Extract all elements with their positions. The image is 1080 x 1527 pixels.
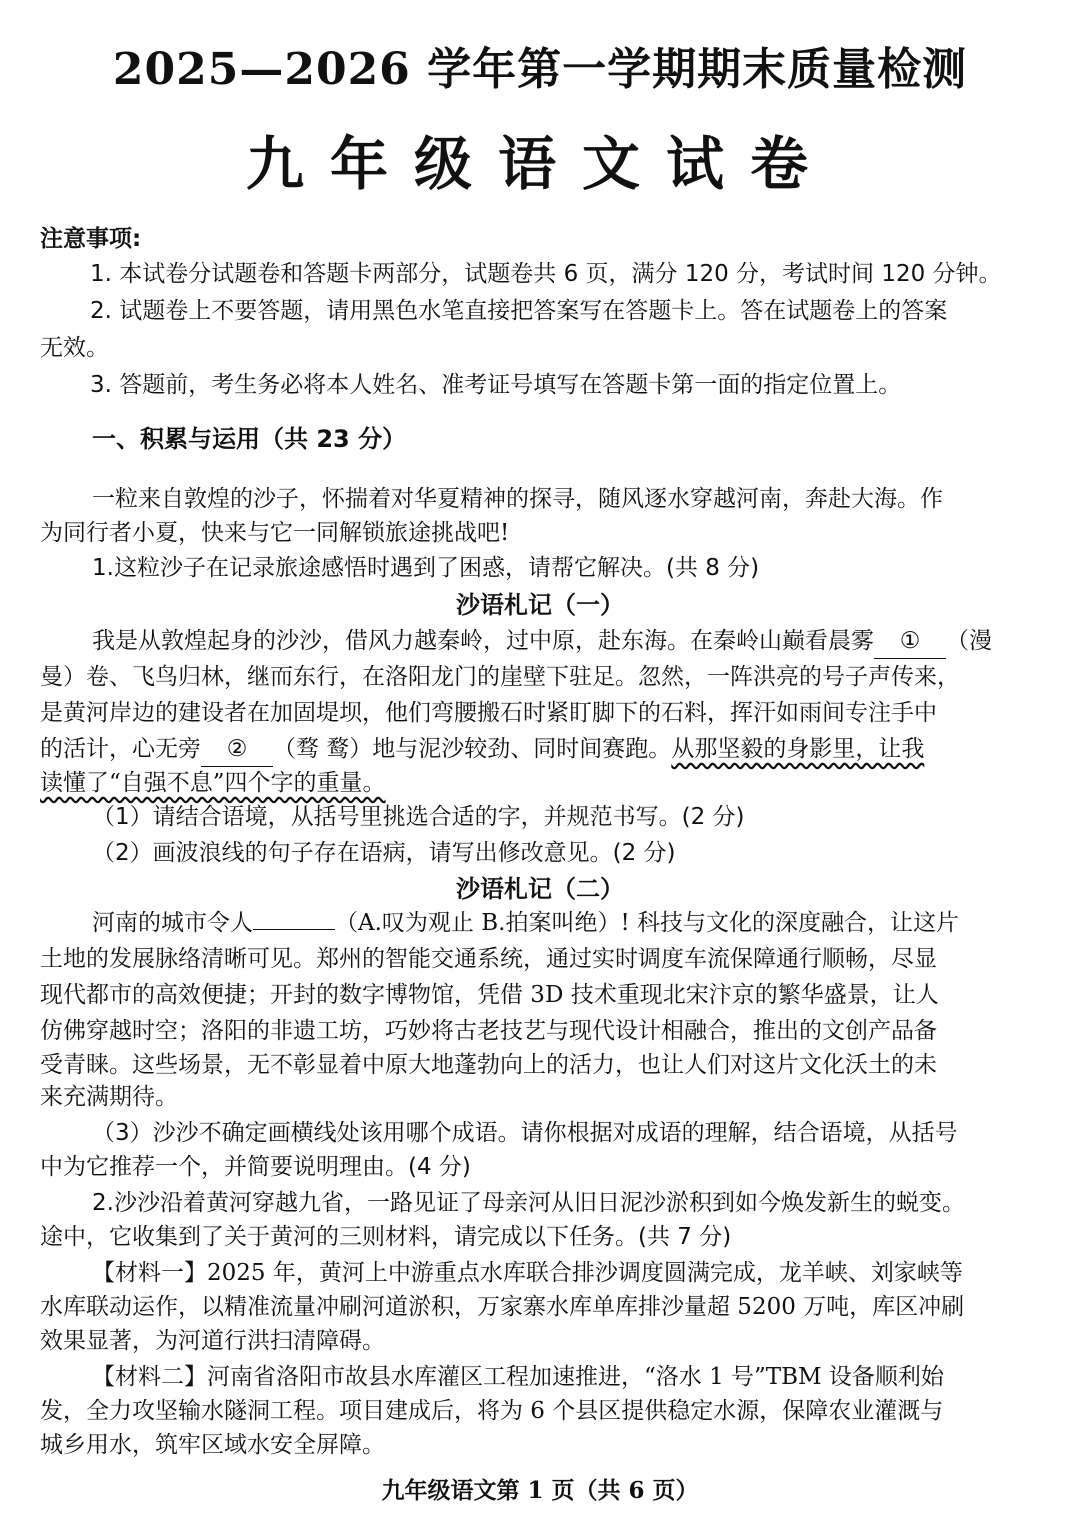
notice-item-2b: 无效。 (40, 335, 109, 361)
note-2-line-6: 来充满期待。 (40, 1084, 178, 1110)
note-1-title: 沙语札记（一） (456, 591, 624, 619)
question-2b: 途中，它收集到了关于黄河的三则材料，请完成以下任务。(共 7 分) (40, 1224, 732, 1250)
blank-idiom (253, 929, 335, 930)
material-1-line-2: 水库联动运作，以精准流量冲刷河道淤积，万家寨水库单库排沙量超 5200 万吨，库区冲刷 (40, 1294, 965, 1320)
note-1-line-4: 的活计，心无旁 ② （骛 鹜）地与泥沙较劲、同时间赛跑。从那坚毅的身影里，让我 (40, 732, 924, 767)
question-1-2: （2）画波浪线的句子存在语病，请写出修改意见。(2 分) (92, 840, 676, 866)
note-2-line-4: 仿佛穿越时空；洛阳的非遗工坊，巧妙将古老技艺与现代设计相融合，推出的文创产品备 (40, 1018, 937, 1044)
blank-2: ② (201, 732, 273, 767)
exam-subtitle: 九年级语文试卷 (245, 130, 834, 198)
material-2-line-2: 发，全力攻坚输水隧洞工程。项目建成后，将为 6 个县区提供稳定水源，保障农业灌溉与 (40, 1398, 944, 1424)
blank-1: ① (874, 624, 946, 659)
note-2-line-3: 现代都市的高效便捷；开封的数字博物馆，凭借 3D 技术重现北宋汴京的繁华盛景，让人 (40, 982, 939, 1008)
question-1-1: （1）请结合语境，从括号里挑选合适的字，并规范书写。(2 分) (92, 804, 745, 830)
note-1-line-3: 是黄河岸边的建设者在加固堤坝，他们弯腰搬石时紧盯脚下的石料，挥汗如雨间专注手中 (40, 700, 937, 726)
question-1: 1.这粒沙子在记录旅途感悟时遇到了困惑，请帮它解决。(共 8 分) (92, 555, 760, 581)
material-2-line-1: 【材料二】河南省洛阳市故县水库灌区工程加速推进，“洛水 1 号”TBM 设备顺利始 (92, 1364, 944, 1390)
note-1-line-2: 曼）卷、飞鸟归林，继而东行，在洛阳龙门的崖壁下驻足。忽然，一阵洪亮的号子声传来， (40, 664, 960, 690)
notice-item-1: 1. 本试卷分试题卷和答题卡两部分，试题卷共 6 页，满分 120 分，考试时间 120 分钟。 (90, 261, 1002, 287)
note-1-line-1: 我是从敦煌起身的沙沙，借风力越秦岭，过中原，赴东海。在秦岭山巅看晨雾 ① （漫 (92, 624, 992, 659)
intro-line-1: 一粒来自敦煌的沙子，怀揣着对华夏精神的探寻，随风逐水穿越河南，奔赴大海。作 (92, 486, 943, 512)
notice-heading: 注意事项: (40, 226, 142, 252)
note-2-title: 沙语札记（二） (456, 875, 624, 903)
note-2-line-5: 受青睐。这些场景，无不彰显着中原大地蓬勃向上的活力，也让人们对这片文化沃土的未 (40, 1052, 937, 1078)
section-heading: 一、积累与运用（共 23 分） (92, 425, 407, 453)
material-1-line-1: 【材料一】2025 年，黄河上中游重点水库联合排沙调度圆满完成，龙羊峡、刘家峡等 (92, 1260, 963, 1286)
note-1-line-5 (40, 766, 386, 800)
wavy-sentence-part-1: 从那坚毅的身影里，让我 (671, 736, 925, 762)
wavy-sentence-part-2: 读懂了“自强不息”四个字的重量。 (40, 770, 386, 796)
material-2-line-3: 城乡用水，筑牢区域水安全屏障。 (40, 1432, 385, 1458)
notice-item-2a: 2. 试题卷上不要答题，请用黑色水笔直接把答案写在答题卡上。答在试题卷上的答案 (90, 298, 948, 324)
material-1-line-3: 效果显著，为河道行洪扫清障碍。 (40, 1328, 385, 1354)
question-1-3b: 中为它推荐一个，并简要说明理由。(4 分) (40, 1154, 471, 1180)
question-2a: 2.沙沙沿着黄河穿越九省，一路见证了母亲河从旧日泥沙淤积到如今焕发新生的蜕变。 (92, 1190, 965, 1216)
intro-line-2: 为同行者小夏，快来与它一同解锁旅途挑战吧! (40, 520, 510, 546)
note-2-line-2: 土地的发展脉络清晰可见。郑州的智能交通系统，通过实时调度车流保障通行顺畅，尽显 (40, 946, 937, 972)
page-footer: 九年级语文第 1 页（共 6 页） (381, 1477, 699, 1504)
note-2-line-1: 河南的城市令人 （A.叹为观止 B.拍案叫绝）! 科技与文化的深度融合，让这片 (92, 910, 959, 936)
exam-title: 2025—2026 学年第一学期期末质量检测 (112, 44, 968, 95)
question-1-3a: （3）沙沙不确定画横线处该用哪个成语。请你根据对成语的理解，结合语境，从括号 (92, 1120, 958, 1146)
notice-item-3: 3. 答题前，考生务必将本人姓名、准考证号填写在答题卡第一面的指定位置上。 (90, 372, 902, 398)
